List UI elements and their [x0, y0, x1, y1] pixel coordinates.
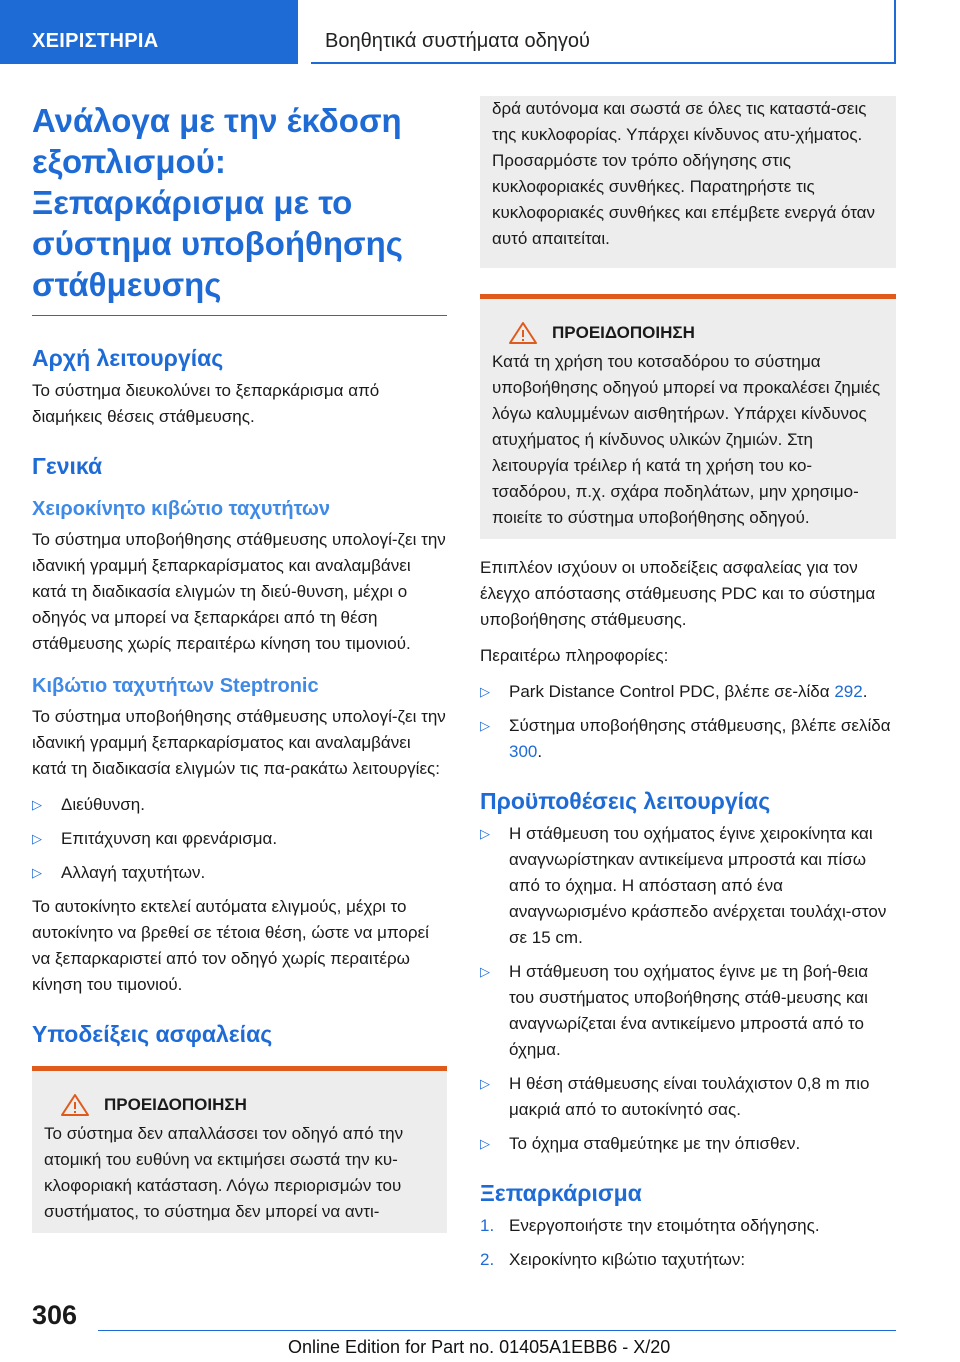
warning-box — [480, 294, 896, 539]
right-column — [480, 96, 896, 1281]
title-line: σύστημα υποβοήθησης — [32, 225, 403, 262]
triangle-bullet-icon: ▷ — [32, 865, 42, 880]
page-number: 306 — [32, 1300, 78, 1330]
title-divider — [32, 315, 447, 316]
triangle-bullet-icon: ▷ — [480, 684, 490, 699]
page-link-292[interactable]: 292 — [834, 682, 863, 701]
step-number: 2. — [480, 1250, 495, 1269]
warning-triangle-icon — [60, 1093, 90, 1117]
footer-divider — [98, 1330, 896, 1331]
list-item: ▷ Το όχημα σταθμεύτηκε με την όπισθεν. — [480, 1131, 896, 1157]
prerequisites-list — [480, 821, 896, 1157]
triangle-bullet-icon: ▷ — [32, 797, 42, 812]
header-section-tab — [0, 0, 298, 64]
warning-text: Το σύστημα δεν απαλλάσσει τον οδηγό από την ατομική του ευθύνη να εκτιμήσει σωστά την κυ-κλοφοριακή κατάσταση. Λόγω περιορισμών του συστήματος, το σύστημα δεν μπορεί να αντι- — [44, 1124, 404, 1221]
exit-parking-heading: Ξεπαρκάρισμα — [480, 1180, 642, 1206]
title-line: Ξεπαρκάρισμα με το — [32, 184, 353, 221]
reference-list — [480, 679, 896, 765]
triangle-bullet-icon: ▷ — [480, 1076, 490, 1091]
header-chapter-tab — [311, 0, 896, 64]
warning-text: Κατά τη χρήση του κοτσαδόρου το σύστημα υποβοήθησης οδηγού μπορεί να προκαλέσει ζημιές λόγω καλυμμένων αισθητήρων. Υπάρχει κίνδυνος ατυχήματος ή κίνδυνος υλικών ζημιών. Στη λειτουργία τρέιλερ ή κατά τη χρήση του κο-τσαδόρου, π.χ. σχάρα ποδηλάτων, μην χρησιμο-ποιείτε το σύστημα υποβοήθησης οδηγού. — [492, 352, 881, 527]
warning-text-continued: δρά αυτόνομα και σωστά σε όλες τις καταστά-σεις της κυκλοφορίας. Υπάρχει κίνδυνος ατυ-χήματος. Προσαρμόστε τον τρόπο οδήγησης στις κυκλοφοριακές συνθήκες. Παρατηρήστε τις κυκλοφοριακές συνθήκες και επέμβετε ενεργά όταν αυτό απαιτείται. — [492, 99, 876, 248]
general-heading: Γενικά — [32, 453, 103, 479]
triangle-bullet-icon: ▷ — [480, 718, 490, 733]
triangle-bullet-icon: ▷ — [480, 826, 490, 841]
list-item: ▷ Park Distance Control PDC, βλέπε σε-λίδα 292. — [480, 679, 896, 705]
page-title — [32, 100, 447, 305]
header-chapter-label: Βοηθητικά συστήματα οδηγού — [325, 30, 590, 52]
manual-gearbox-text: Το σύστημα υποβοήθησης στάθμευσης υπολογί-ζει την ιδανική γραμμή ξεπαρκαρίσματος και αναλαμβάνει κατά τη διαδικασία ελιγμών τη διεύ-θυνση, μέχρι ο οδηγός να μπορεί να ξεπαρκάρει από τη θέση στάθμευσης χωρίς περαιτέρω κίνηση του τιμονιού. — [32, 530, 446, 653]
steptronic-list — [32, 792, 447, 886]
warning-triangle-icon — [508, 321, 538, 345]
left-column — [32, 100, 447, 1233]
step-item: 1. Ενεργοποιήστε την ετοιμότητα οδήγησης. — [480, 1213, 896, 1239]
title-line: εξοπλισμού: — [32, 143, 226, 180]
function-text: Το σύστημα διευκολύνει το ξεπαρκάρισμα από διαμήκεις θέσεις στάθμευσης. — [32, 381, 380, 426]
list-item: ▷ Η στάθμευση του οχήματος έγινε με τη βοή-θεια του συστήματος υποβοήθησης στάθ-μευσης και αναγνωρίζεται ένα αντικείμενο μπροστά από το όχημα. — [480, 959, 896, 1063]
steptronic-heading: Κιβώτιο ταχυτήτων Steptronic — [32, 675, 319, 697]
triangle-bullet-icon: ▷ — [480, 1136, 490, 1151]
triangle-bullet-icon: ▷ — [480, 964, 490, 979]
title-line: στάθμευσης — [32, 266, 222, 303]
list-item: ▷ Σύστημα υποβοήθησης στάθμευσης, βλέπε σελίδα 300. — [480, 713, 896, 765]
footer-edition: Online Edition for Part no. 01405A1EBB6 - X/20 — [288, 1337, 671, 1357]
warning-box — [32, 1066, 447, 1233]
step-number: 1. — [480, 1216, 495, 1235]
triangle-bullet-icon: ▷ — [32, 831, 42, 846]
manual-gearbox-heading: Χειροκίνητο κιβώτιο ταχυτήτων — [32, 498, 331, 520]
list-item: ▷ Αλλαγή ταχυτήτων. — [32, 860, 447, 886]
list-item: ▷ Η στάθμευση του οχήματος έγινε χειροκίνητα και αναγνωρίστηκαν αντικείμενα μπροστά και πίσω από το όχημα. Η απόσταση από ένα αναγνωρισμένο κράσπεδο ανέρχεται τουλάχι-στον σε 15 cm. — [480, 821, 896, 951]
additional-safety-text: Επιπλέον ισχύουν οι υποδείξεις ασφαλείας για τον έλεγχο απόστασης στάθμευσης PDC και το σύστημα υποβοήθησης στάθμευσης. — [480, 558, 876, 629]
warning-box-continued — [480, 96, 896, 268]
steptronic-text: Το σύστημα υποβοήθησης στάθμευσης υπολογί-ζει την ιδανική γραμμή ξεπαρκαρίσματος και αναλαμβάνει κατά τη διαδικασία ελιγμών τις πα-ρακάτω λειτουργίες: — [32, 707, 446, 778]
warning-title: ΠΡΟΕΙΔΟΠΟΙΗΣΗ — [104, 1095, 247, 1114]
safety-heading: Υποδείξεις ασφαλείας — [32, 1021, 273, 1047]
more-info-label: Περαιτέρω πληροφορίες: — [480, 646, 669, 665]
prerequisites-heading: Προϋποθέσεις λειτουργίας — [480, 788, 771, 814]
step-item: 2. Χειροκίνητο κιβώτιο ταχυτήτων: — [480, 1247, 896, 1273]
header-section-label: ΧΕΙΡΙΣΤΗΡΙΑ — [32, 30, 159, 52]
page-link-300[interactable]: 300 — [509, 742, 538, 761]
list-item: ▷ Η θέση στάθμευσης είναι τουλάχιστον 0,8 m πιο μακριά από το αυτοκίνητό σας. — [480, 1071, 896, 1123]
exit-steps-list — [480, 1213, 896, 1273]
list-item: ▷ Διεύθυνση. — [32, 792, 447, 818]
steptronic-after-text: Το αυτοκίνητο εκτελεί αυτόματα ελιγμούς, μέχρι το αυτοκίνητο να βρεθεί σε τέτοια θέση, ώστε να μπορεί να ξεπαρκαριστεί από τον οδηγό χωρίς περαιτέρω κίνηση του τιμονιού. — [32, 897, 429, 994]
warning-title: ΠΡΟΕΙΔΟΠΟΙΗΣΗ — [552, 323, 695, 342]
function-heading: Αρχή λειτουργίας — [32, 345, 224, 371]
list-item: ▷ Επιτάχυνση και φρενάρισμα. — [32, 826, 447, 852]
title-line: Ανάλογα με την έκδοση — [32, 102, 402, 139]
